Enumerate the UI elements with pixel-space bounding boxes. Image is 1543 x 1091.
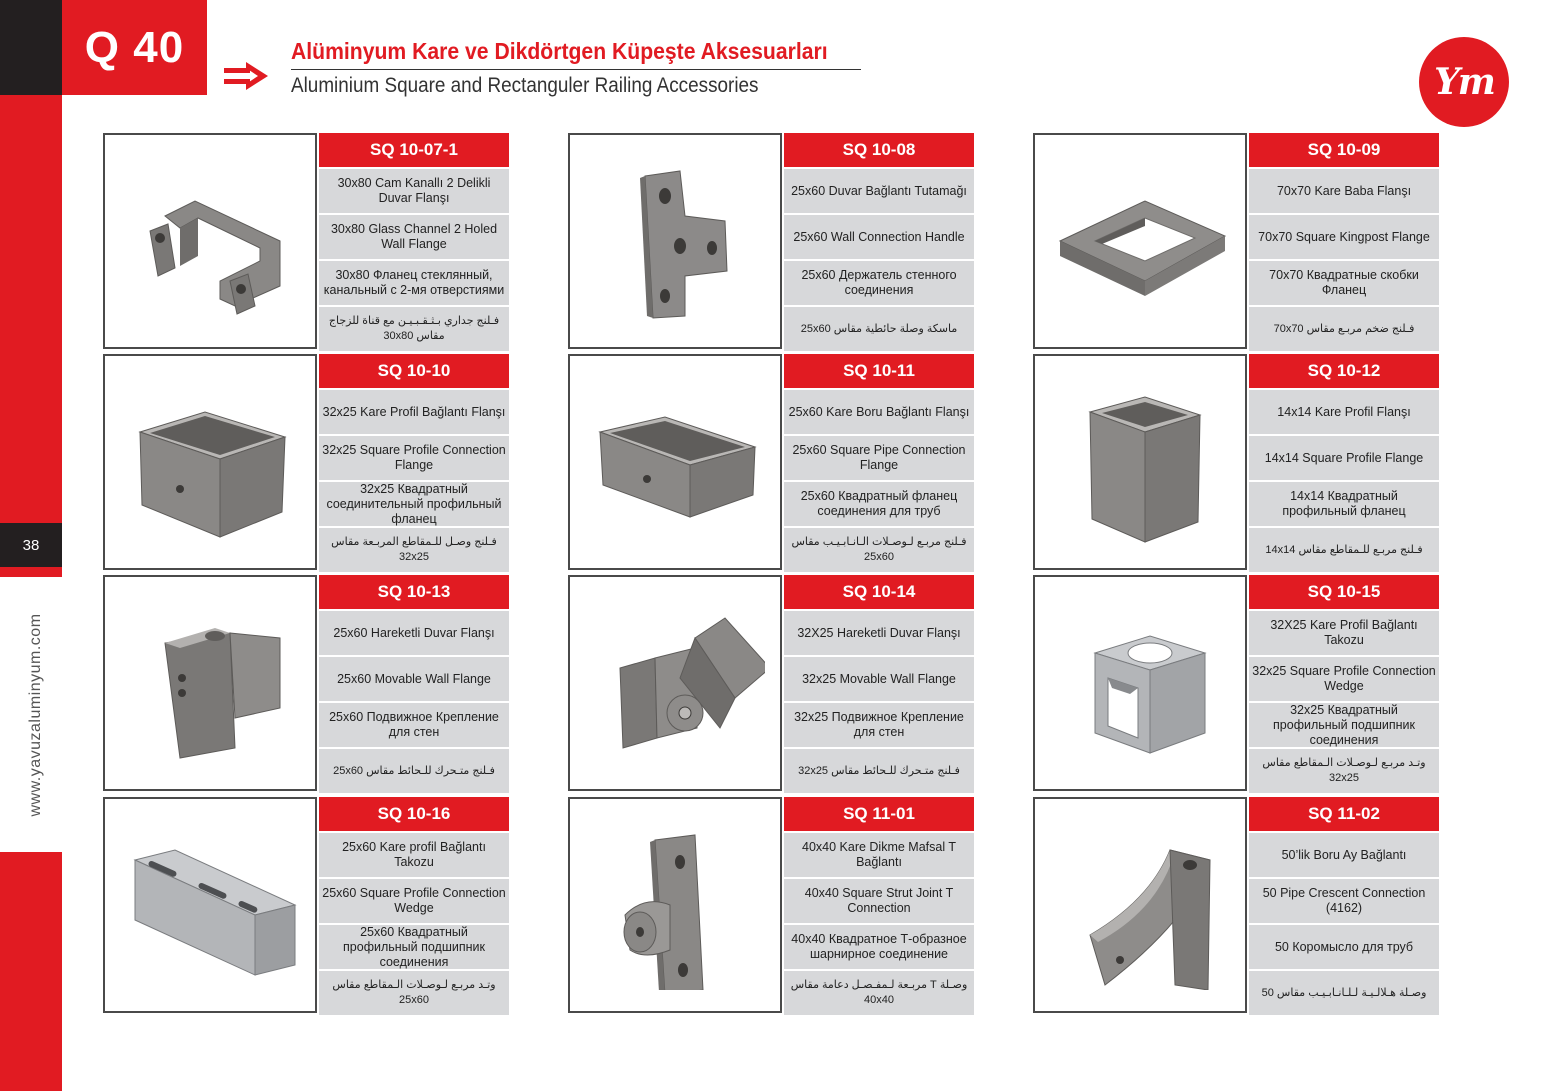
product-card[interactable] bbox=[1033, 575, 1441, 791]
product-name-en: 25x60 Square Profile Connection Wedge bbox=[319, 879, 509, 923]
logo-text: Ym bbox=[1434, 61, 1494, 103]
product-code: SQ 11-01 bbox=[784, 797, 974, 831]
product-card[interactable] bbox=[568, 133, 976, 349]
product-card[interactable] bbox=[1033, 797, 1441, 1013]
square-flange-illustration bbox=[1050, 377, 1230, 547]
product-code: SQ 10-07-1 bbox=[319, 133, 509, 167]
product-name-ru: 25x60 Квадратный фланец соединения для труб bbox=[784, 482, 974, 526]
product-name-ar: وتـد مربـع لـوصـلات الـمقاطع مقاس 25x60 bbox=[319, 971, 509, 1015]
sidebar-red-strip bbox=[0, 567, 62, 577]
product-image bbox=[568, 575, 782, 791]
crescent-connection-illustration bbox=[1050, 820, 1230, 990]
brand-logo bbox=[1419, 37, 1509, 127]
product-name-en: 25x60 Movable Wall Flange bbox=[319, 657, 509, 701]
product-name-ar: فـلنج متـحرك للـحائط مقاس 32x25 bbox=[784, 749, 974, 793]
product-name-tr: 25x60 Hareketli Duvar Flanşı bbox=[319, 611, 509, 655]
product-name-ar: فـلنج مربـع لـوصـلات الـانـابـيـب مقاس 25x60 bbox=[784, 528, 974, 572]
product-name-tr: 25x60 Kare profil Bağlantı Takozu bbox=[319, 833, 509, 877]
product-name-ru: 25x60 Подвижное Крепление для стен bbox=[319, 703, 509, 747]
product-name-ru: 25x60 Квадратный профильный подшипник соединения bbox=[319, 925, 509, 969]
product-name-tr: 70x70 Kare Baba Flanşı bbox=[1249, 169, 1439, 213]
product-image bbox=[103, 354, 317, 570]
product-name-tr: 25x60 Duvar Bağlantı Tutamağı bbox=[784, 169, 974, 213]
product-image bbox=[1033, 797, 1247, 1013]
movable-flange-32x25-illustration bbox=[585, 598, 765, 768]
product-image bbox=[568, 797, 782, 1013]
wall-handle-illustration bbox=[585, 156, 765, 326]
sidebar-dark-block bbox=[0, 0, 62, 95]
product-code: SQ 11-02 bbox=[1249, 797, 1439, 831]
movable-flange-illustration bbox=[120, 598, 300, 768]
product-name-tr: 40x40 Kare Dikme Mafsal T Bağlantı bbox=[784, 833, 974, 877]
product-code: SQ 10-12 bbox=[1249, 354, 1439, 388]
product-code: SQ 10-09 bbox=[1249, 133, 1439, 167]
product-card[interactable] bbox=[1033, 354, 1441, 570]
product-code: SQ 10-14 bbox=[784, 575, 974, 609]
product-card[interactable] bbox=[103, 575, 511, 791]
profile-wedge-illustration bbox=[120, 820, 300, 990]
product-code: SQ 10-11 bbox=[784, 354, 974, 388]
pipe-flange-illustration bbox=[585, 377, 765, 547]
product-image bbox=[103, 133, 317, 349]
product-image bbox=[568, 133, 782, 349]
kingpost-flange-illustration bbox=[1050, 156, 1230, 326]
page-title-en: Aluminium Square and Rectanguler Railing Accessories bbox=[291, 74, 759, 97]
product-name-ru: 14x14 Квадратный профильный фланец bbox=[1249, 482, 1439, 526]
sidebar-red-block-top bbox=[0, 95, 62, 523]
product-card[interactable] bbox=[568, 797, 976, 1013]
product-name-ar: وصـلة هـلالـيـة لـلـانـابـيـب مقاس 50 bbox=[1249, 971, 1439, 1015]
product-image bbox=[1033, 575, 1247, 791]
product-card[interactable] bbox=[103, 797, 511, 1013]
product-name-en: 40x40 Square Strut Joint T Connection bbox=[784, 879, 974, 923]
product-code: SQ 10-08 bbox=[784, 133, 974, 167]
title-divider bbox=[291, 69, 861, 70]
product-card[interactable] bbox=[568, 575, 976, 791]
product-name-en: 30x80 Glass Channel 2 Holed Wall Flange bbox=[319, 215, 509, 259]
product-code: SQ 10-16 bbox=[319, 797, 509, 831]
product-name-ar: فـلنج جداري بـثـقـبـيـن مع قناة للزجاج مقاس 30x80 bbox=[319, 307, 509, 351]
product-name-ar: وصـلة T مربـعة لـمفـصـل دعامة مقاس 40x40 bbox=[784, 971, 974, 1015]
product-name-en: 70x70 Square Kingpost Flange bbox=[1249, 215, 1439, 259]
product-name-tr: 25x60 Kare Boru Bağlantı Flanşı bbox=[784, 390, 974, 434]
product-name-ar: ماسكة وصلة حائطية مقاس 25x60 bbox=[784, 307, 974, 351]
product-name-en: 14x14 Square Profile Flange bbox=[1249, 436, 1439, 480]
product-name-tr: 30x80 Cam Kanallı 2 Delikli Duvar Flanşı bbox=[319, 169, 509, 213]
product-name-ru: 70x70 Квадратные скобки Фланец bbox=[1249, 261, 1439, 305]
sidebar-red-block-bottom bbox=[0, 852, 62, 1091]
product-name-en: 25x60 Wall Connection Handle bbox=[784, 215, 974, 259]
product-card[interactable] bbox=[568, 354, 976, 570]
product-name-ar: فـلنج ضخم مربـع مقاس 70x70 bbox=[1249, 307, 1439, 351]
product-name-en: 32x25 Movable Wall Flange bbox=[784, 657, 974, 701]
product-image bbox=[568, 354, 782, 570]
arrow-right-icon bbox=[224, 62, 268, 90]
product-name-tr: 14x14 Kare Profil Flanşı bbox=[1249, 390, 1439, 434]
product-name-ar: فـلنج متـحرك للـحائط مقاس 25x60 bbox=[319, 749, 509, 793]
product-image bbox=[1033, 133, 1247, 349]
product-name-ru: 30x80 Фланец стеклянный, канальный с 2-мя отверстиями bbox=[319, 261, 509, 305]
website-url[interactable]: www.yavuzaluminyum.com bbox=[27, 613, 44, 817]
connection-wedge-illustration bbox=[1050, 598, 1230, 768]
product-name-ru: 32x25 Квадратный профильный подшипник соединения bbox=[1249, 703, 1439, 747]
t-joint-illustration bbox=[585, 820, 765, 990]
product-code: SQ 10-13 bbox=[319, 575, 509, 609]
product-name-tr: 32X25 Hareketli Duvar Flanşı bbox=[784, 611, 974, 655]
product-name-ru: 40x40 Квадратное Т-образное шарнирное соединение bbox=[784, 925, 974, 969]
product-name-en: 32x25 Square Profile Connection Flange bbox=[319, 436, 509, 480]
channel-flange-illustration bbox=[120, 156, 300, 326]
product-name-tr: 50’lik Boru Ay Bağlantı bbox=[1249, 833, 1439, 877]
product-code: SQ 10-15 bbox=[1249, 575, 1439, 609]
product-card[interactable] bbox=[103, 133, 511, 349]
product-card[interactable] bbox=[103, 354, 511, 570]
product-image bbox=[103, 575, 317, 791]
page-title-tr: Alüminyum Kare ve Dikdörtgen Küpeşte Aksesuarları bbox=[291, 38, 828, 64]
product-name-en: 25x60 Square Pipe Connection Flange bbox=[784, 436, 974, 480]
product-name-ru: 32x25 Квадратный соединительный профильный фланец bbox=[319, 482, 509, 526]
product-image bbox=[1033, 354, 1247, 570]
product-name-tr: 32X25 Kare Profil Bağlantı Takozu bbox=[1249, 611, 1439, 655]
product-name-ru: 25x60 Держатель стенного соединения bbox=[784, 261, 974, 305]
section-code: Q 40 bbox=[62, 0, 207, 95]
product-name-en: 50 Pipe Crescent Connection (4162) bbox=[1249, 879, 1439, 923]
product-name-en: 32x25 Square Profile Connection Wedge bbox=[1249, 657, 1439, 701]
product-code: SQ 10-10 bbox=[319, 354, 509, 388]
product-name-ar: وتـد مربـع لـوصـلات الـمقاطع مقاس 32x25 bbox=[1249, 749, 1439, 793]
page-number: 38 bbox=[0, 523, 62, 567]
profile-flange-illustration bbox=[120, 377, 300, 547]
product-name-ar: فـلنج مربـع للـمقاطع مقاس 14x14 bbox=[1249, 528, 1439, 572]
product-image bbox=[103, 797, 317, 1013]
product-name-ar: فـلنج وصـل للـمقاطع المربـعة مقاس 32x25 bbox=[319, 528, 509, 572]
product-name-ru: 50 Коромысло для труб bbox=[1249, 925, 1439, 969]
product-card[interactable] bbox=[1033, 133, 1441, 349]
product-name-ru: 32x25 Подвижное Крепление для стен bbox=[784, 703, 974, 747]
product-name-tr: 32x25 Kare Profil Bağlantı Flanşı bbox=[319, 390, 509, 434]
